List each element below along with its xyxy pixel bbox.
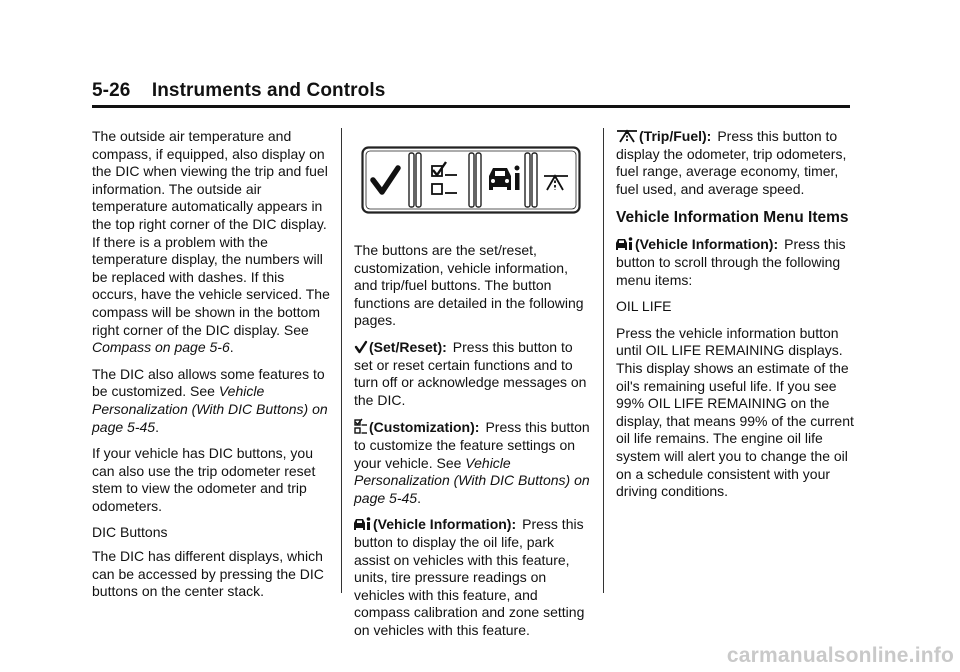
customization-description — [354, 418, 590, 507]
column-1 — [92, 128, 330, 610]
compass-reference-link[interactable]: Compass on page 5-6 — [92, 339, 230, 356]
customization-label: (Customization): — [369, 419, 480, 436]
paragraph-customize — [92, 366, 330, 436]
dic-buttons-illustration — [361, 146, 581, 214]
dic-buttons-heading: DIC Buttons — [92, 524, 168, 541]
trip-fuel-description — [616, 128, 854, 198]
check-icon — [354, 340, 368, 354]
vehicle-information-description — [354, 516, 590, 639]
paragraph-outside-air — [92, 128, 330, 357]
trip-fuel-label: (Trip/Fuel): — [639, 128, 712, 144]
vehicle-information-menu-heading: Vehicle Information Menu Items — [616, 209, 849, 227]
trip-fuel-icon — [616, 129, 638, 143]
set-reset-text: Press this button to set or reset certain functions and to turn off or acknowledge messages on the DIC. — [354, 338, 587, 408]
customization-icon — [354, 418, 368, 434]
page-header — [92, 80, 850, 102]
paragraph-dic-displays: The DIC has different displays, which can be accessed by pressing the DIC buttons on the center stack. — [92, 548, 324, 600]
paragraph-end: . — [417, 489, 421, 506]
paragraph-trip-odometer: If your vehicle has DIC buttons, you can also use the trip odometer reset stem to view the odometer and trip odometers. — [92, 445, 316, 514]
watermark: carmanualsonline.info — [726, 644, 954, 667]
paragraph-text: The outside air temperature and compass, if equipped, also display on the DIC when viewing the trip and fuel information. The outside air temperature automatically appears in the top right corner of the DIC display. If there is a problem with the temperature display, the numbers will be replaced with dashes. If this occurs, have the vehicle serviced. The compass will be shown in the bottom right corner of the DIC display. See — [92, 128, 330, 338]
column-2 — [354, 128, 590, 648]
set-reset-description — [354, 339, 590, 409]
vehicle-information-label: (Vehicle Information): — [373, 516, 517, 533]
page-number: 5-26 — [92, 80, 131, 101]
vehicle-information-scroll-description — [616, 236, 854, 289]
column-3 — [616, 128, 854, 510]
paragraph-text: The DIC also allows some features to be customized. See — [92, 365, 325, 400]
vehicle-information-text: Press this button to display the oil life, park assist on vehicles with this feature, units, tire pressure readings on vehicles with this feature, and compass calibration and zone setting on vehicles with this feature. — [354, 516, 585, 638]
buttons-intro: The buttons are the set/reset, customization, vehicle information, and trip/fuel buttons. The button functions are detailed in the following pages. — [354, 242, 584, 329]
set-reset-label: (Set/Reset): — [369, 338, 447, 355]
vehicle-information-icon — [616, 237, 634, 251]
personalization-reference-link[interactable]: Vehicle Personalization (With DIC Buttons) on page 5-45 — [354, 454, 590, 506]
personalization-reference-link[interactable]: Vehicle Personalization (With DIC Buttons) on page 5-45 — [92, 383, 328, 435]
oil-life-text: Press the vehicle information button until OIL LIFE REMAINING displays. This display shows an estimate of the oil's remaining useful life. If you see 99% OIL LIFE REMAINING on the display, that means 99% of the current oil life remains. The engine oil life system will alert you to change the oil on a schedule consistent with your driving conditions. — [616, 324, 854, 500]
header-text — [92, 80, 850, 102]
vehicle-information-icon — [354, 517, 372, 531]
vehicle-information-label: (Vehicle Information): — [635, 236, 779, 253]
paragraph-end: . — [229, 339, 234, 356]
customization-text: Press this button to customize the feature settings on your vehicle. See — [354, 419, 590, 471]
trip-fuel-text: Press this button to display the odometer, trip odometers, fuel range, average economy, timer, fuel used, and average speed. — [616, 128, 847, 197]
header-rule — [92, 105, 850, 108]
paragraph-end: . — [155, 418, 159, 435]
column-divider-2 — [603, 128, 604, 593]
section-title: Instruments and Controls — [151, 80, 386, 101]
vehicle-information-text: Press this button to scroll through the following menu items: — [616, 236, 846, 288]
oil-life-heading: OIL LIFE — [616, 298, 672, 315]
column-divider-1 — [341, 128, 342, 593]
